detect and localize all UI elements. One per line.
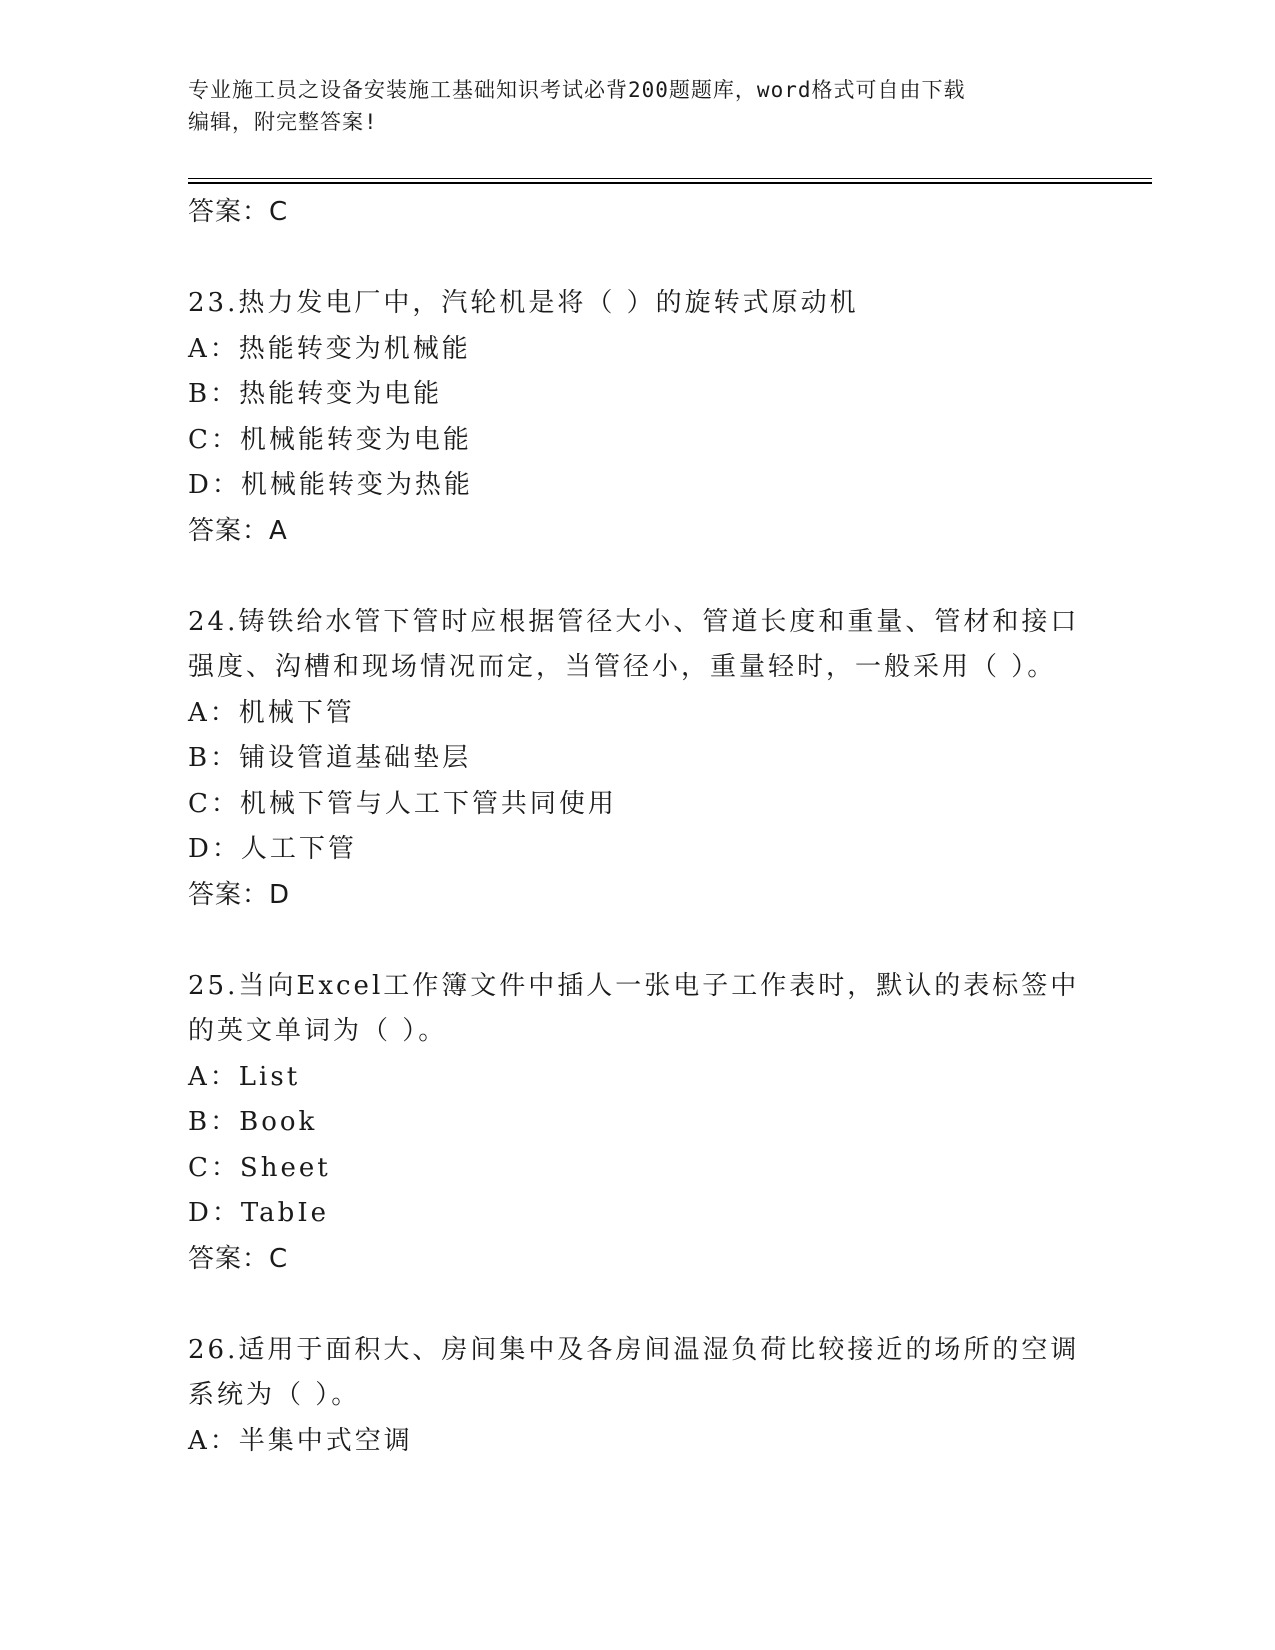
- option-a: A：热能转变为机械能: [188, 333, 471, 364]
- answer-line: 答案：A: [188, 515, 288, 546]
- question-text: 的英文单词为（ ）。: [188, 1016, 448, 1046]
- option-a: A：List: [188, 1061, 301, 1092]
- option-c: C：机械能转变为电能: [188, 424, 472, 455]
- question-text: 26.适用于面积大、房间集中及各房间温湿负荷比较接近的场所的空调: [188, 1334, 1080, 1365]
- question-item: [188, 964, 1088, 1283]
- answer-line: 答案：C: [188, 197, 289, 227]
- header-line-2: 编辑，附完整答案!: [188, 110, 378, 134]
- question-text: 系统为（ ）。: [188, 1380, 361, 1410]
- block-gap: [188, 554, 1088, 600]
- header-divider-thick: [188, 182, 1152, 184]
- option-d: D：TabIe: [188, 1198, 329, 1228]
- option-b: B：铺设管道基础垫层: [188, 743, 472, 773]
- question-text: 强度、沟槽和现场情况而定，当管径小，重量轻时，一般采用（ ）。: [188, 652, 1057, 682]
- answer-line: 答案：D: [188, 879, 291, 910]
- question-text: 23.热力发电厂中，汽轮机是将（ ）的旋转式原动机: [188, 288, 859, 318]
- question-item: [188, 1328, 1088, 1465]
- block-gap: [188, 1282, 1088, 1328]
- option-b: B：Book: [188, 1107, 318, 1137]
- block-gap: [188, 918, 1088, 964]
- option-c: C：机械下管与人工下管共同使用: [188, 788, 617, 819]
- block-gap: [188, 236, 1088, 282]
- option-d: D：人工下管: [188, 834, 357, 864]
- question-item: [188, 281, 1088, 554]
- question-list: [188, 190, 1088, 1464]
- option-a: A：机械下管: [188, 697, 355, 728]
- document-header: [188, 74, 1088, 138]
- answer-line: 答案：C: [188, 1243, 289, 1274]
- question-text: 25.当向Excel工作簿文件中插人一张电子工作表时，默认的表标签中: [188, 970, 1080, 1001]
- question-item: [188, 600, 1088, 919]
- header-divider-thin: [188, 178, 1152, 179]
- question-text: 24.铸铁给水管下管时应根据管径大小、管道长度和重量、管材和接口: [188, 606, 1080, 637]
- option-d: D：机械能转变为热能: [188, 470, 473, 500]
- option-b: B：热能转变为电能: [188, 379, 443, 409]
- option-c: C：Sheet: [188, 1152, 331, 1183]
- header-line-1: 专业施工员之设备安装施工基础知识考试必背200题题库，word格式可自由下载: [188, 78, 966, 102]
- option-a: A：半集中式空调: [188, 1425, 413, 1456]
